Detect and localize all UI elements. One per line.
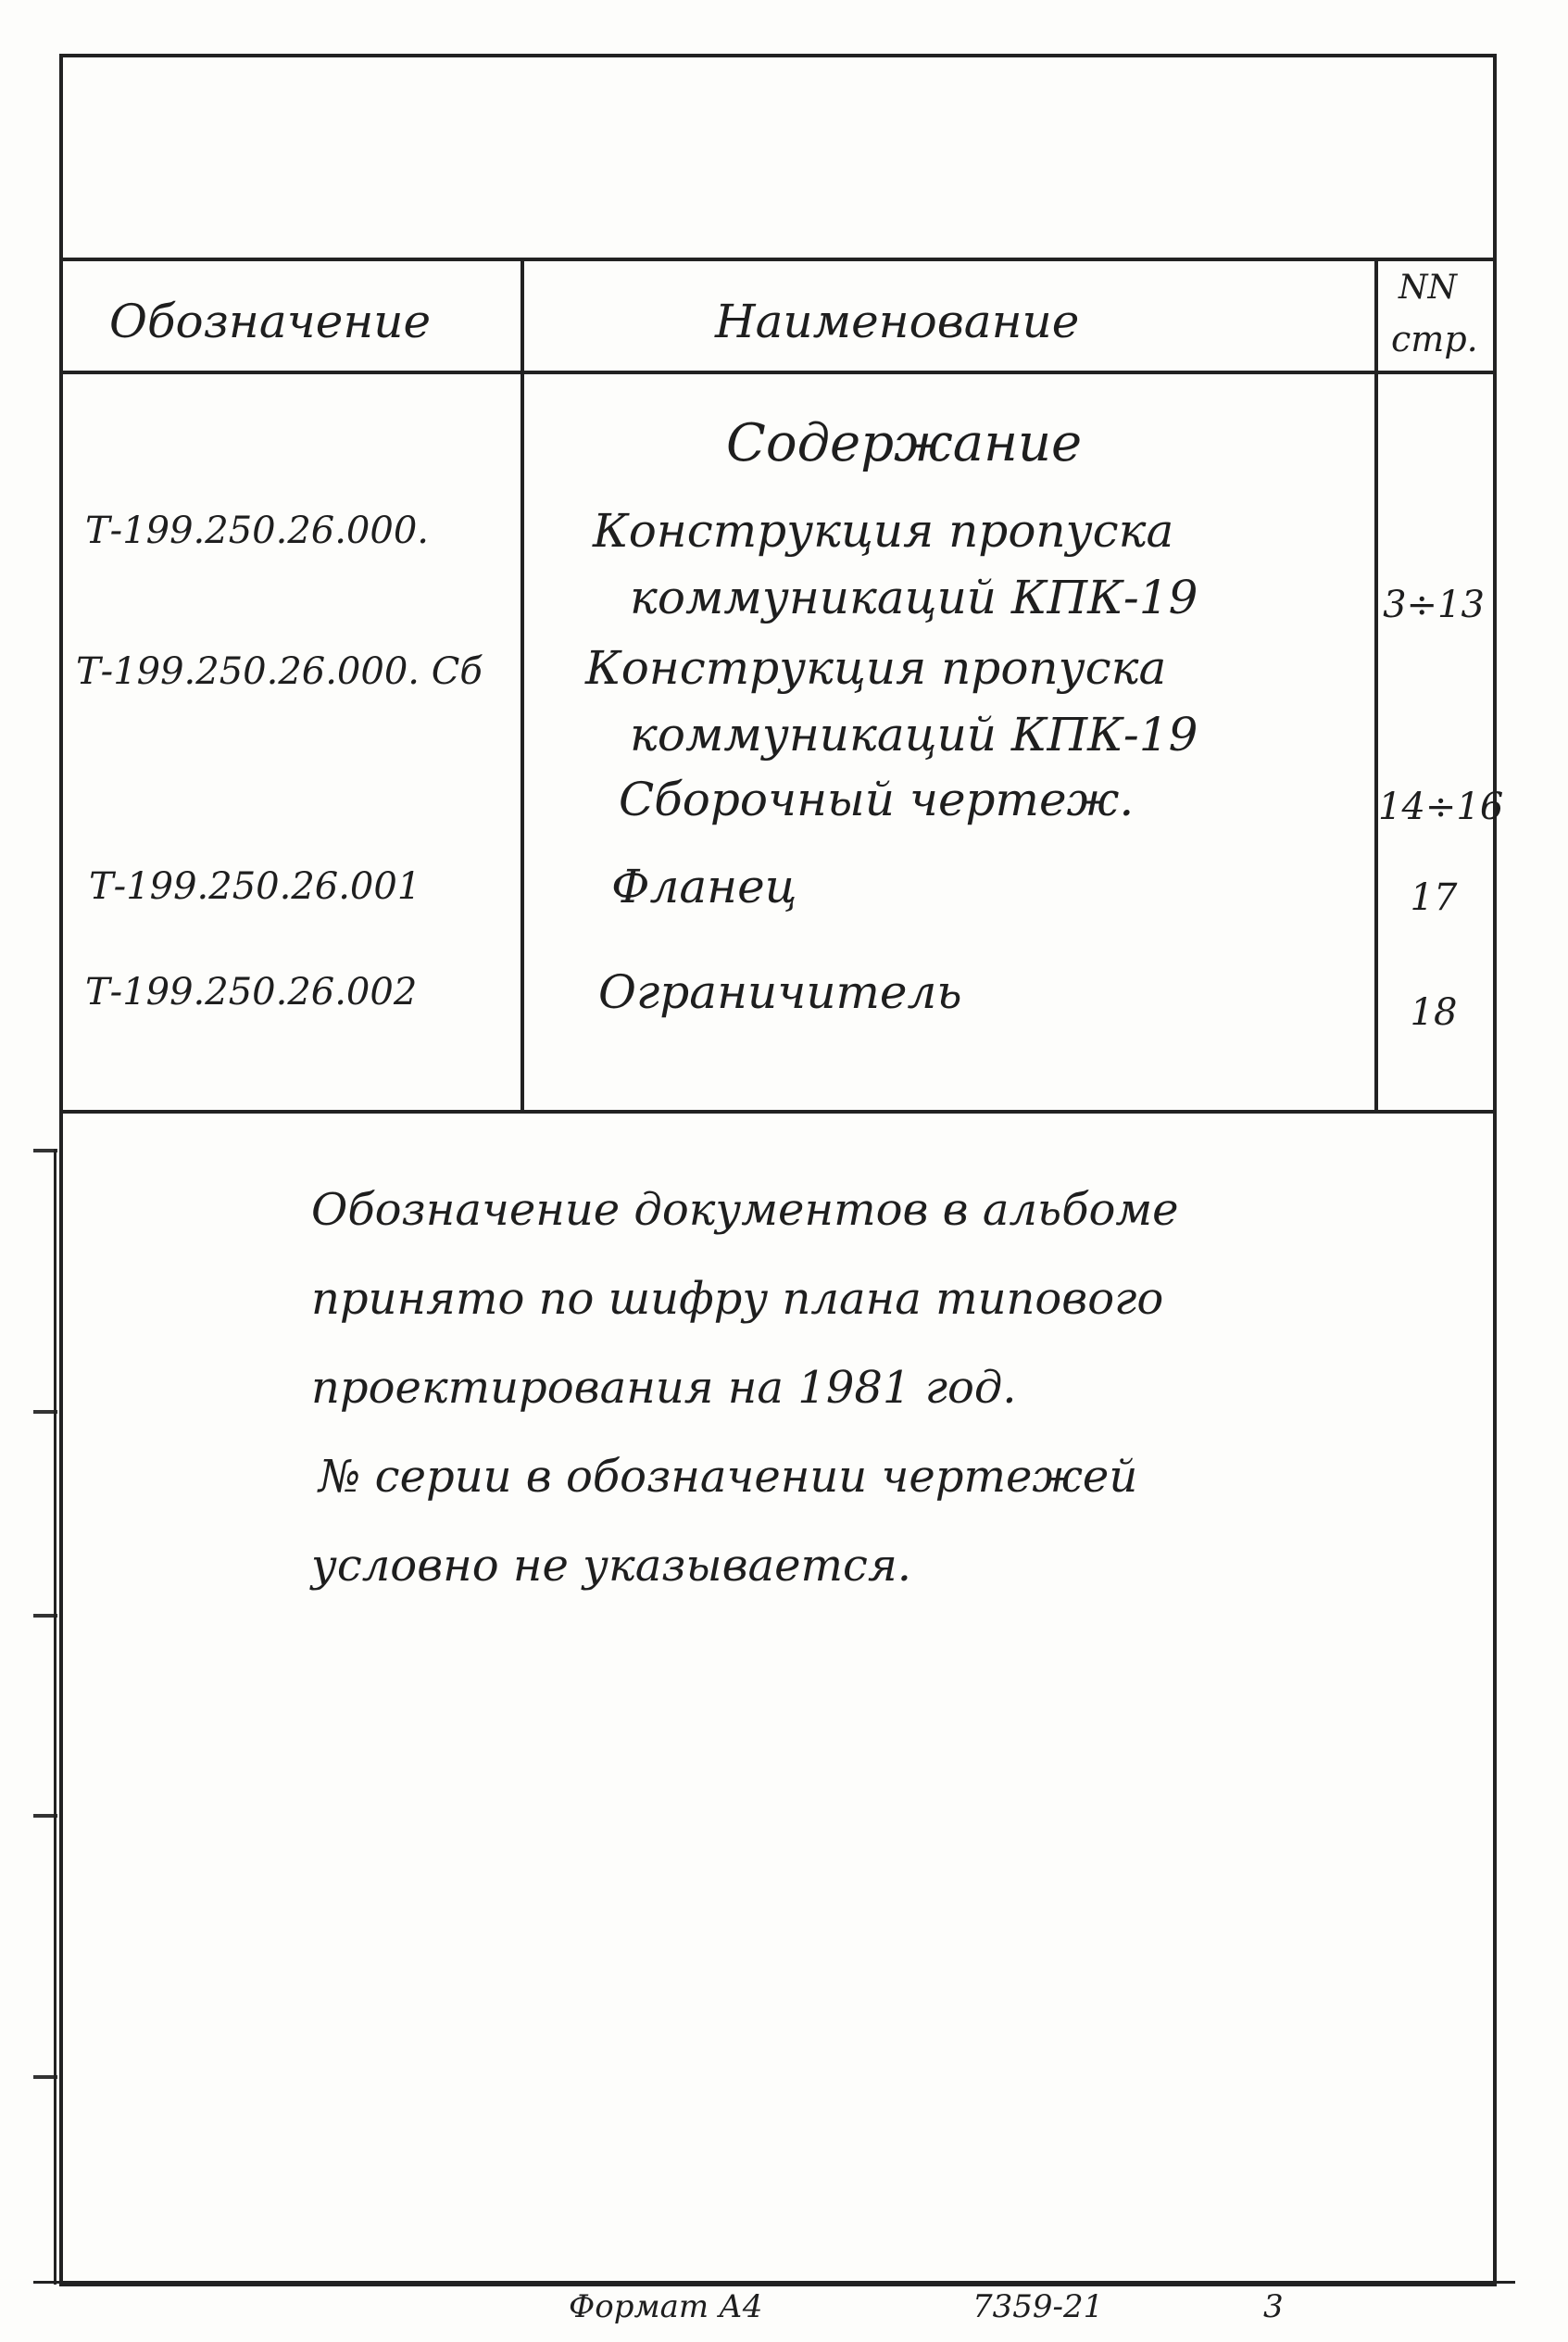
note-line: условно не указывается.	[311, 1540, 911, 1592]
row-name-line: коммуникаций КПК-19	[630, 708, 1198, 762]
header-designation: Обозначение	[109, 295, 432, 348]
row-pages: 3÷13	[1383, 584, 1485, 626]
column-divider-1	[521, 258, 524, 1112]
table-top-line	[59, 258, 1497, 261]
row-name-line: коммуникаций КПК-19	[630, 571, 1198, 624]
section-title: Содержание	[726, 413, 1083, 473]
row-name-line: Конструкция пропуска	[585, 641, 1167, 695]
row-name-line: Фланец	[611, 860, 797, 913]
note-line: № серии в обозначении чертежей	[319, 1451, 1138, 1503]
row-code: Т-199.250.26.001	[89, 865, 421, 908]
header-pages-line2: стр.	[1391, 319, 1478, 359]
footer-line	[33, 2281, 1515, 2284]
column-divider-2	[1374, 258, 1378, 1112]
footer-number: 7359-21	[972, 2288, 1104, 2325]
row-code: Т-199.250.26.000.	[85, 510, 429, 552]
row-name-line: Конструкция пропуска	[593, 504, 1174, 558]
footer-sheet: 3	[1263, 2288, 1284, 2325]
margin-bracket	[54, 1149, 56, 2285]
header-pages-line1: NN	[1399, 269, 1457, 307]
row-pages: 17	[1410, 876, 1458, 919]
row-name-line: Ограничитель	[598, 965, 962, 1019]
row-pages: 18	[1410, 991, 1458, 1034]
header-name: Наименование	[715, 295, 1080, 348]
note-line: проектирования на 1981 год.	[311, 1362, 1017, 1414]
footer-format: Формат А4	[569, 2288, 763, 2325]
note-line: Обозначение документов в альбоме	[311, 1184, 1179, 1236]
row-pages: 14÷16	[1378, 786, 1504, 828]
note-block	[311, 1165, 1179, 1610]
header-bottom-line	[59, 371, 1497, 374]
table-bottom-line	[59, 1110, 1497, 1114]
row-code: Т-199.250.26.002	[85, 971, 418, 1014]
row-code: Т-199.250.26.000. Сб	[76, 650, 483, 693]
row-name-line: Сборочный чертеж.	[619, 773, 1135, 826]
note-line: принято по шифру плана типового	[311, 1273, 1164, 1325]
